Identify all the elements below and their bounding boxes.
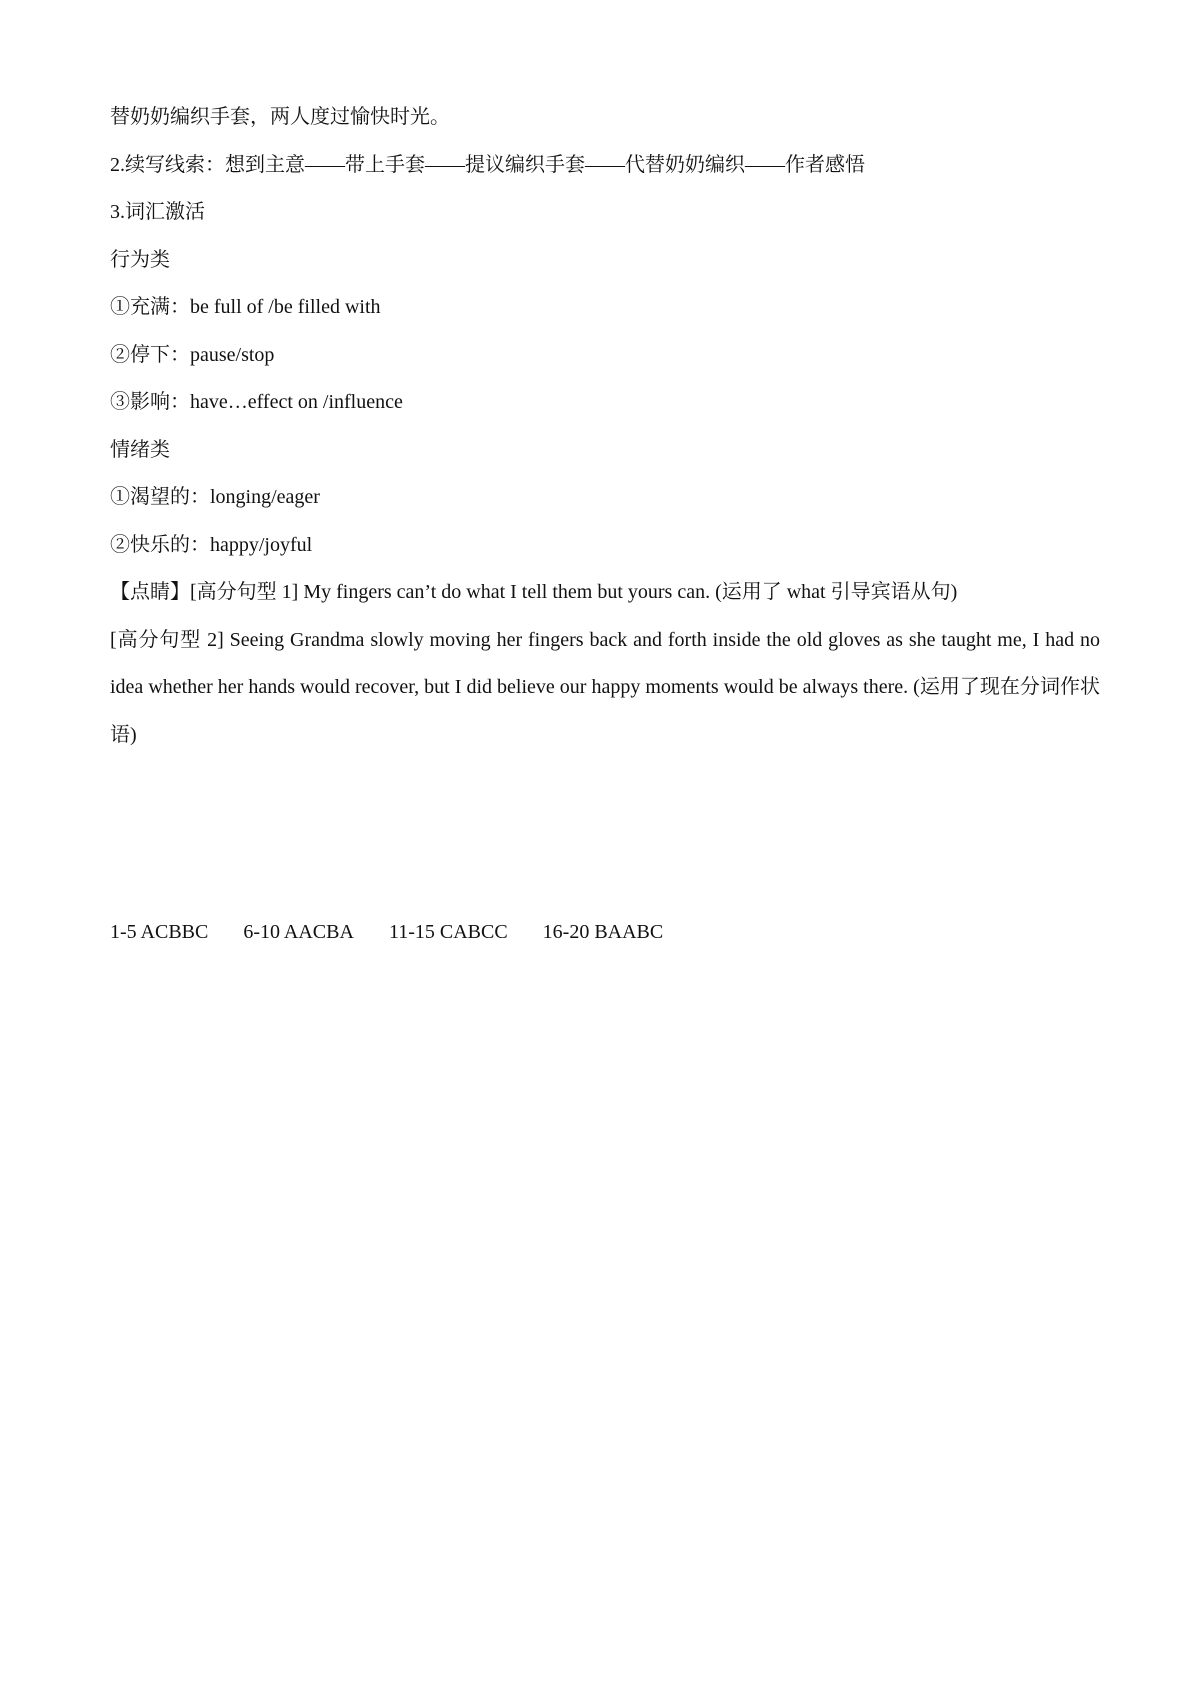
summary-tail: 替奶奶编织手套，两人度过愉快时光。 — [110, 106, 450, 128]
answer-group: 6-10 AACBA — [243, 921, 354, 943]
emotion-item: ②快乐的：happy/joyful — [110, 533, 313, 556]
highlight-sentence-1: 【点睛】[高分句型 1] My fingers can’t do what I tell them but yours can. (运用了 what 引导宾语从句) — [110, 581, 958, 603]
continuation-clues: 2.续写线索：想到主意——带上手套——提议编织手套——代替奶奶编织——作者感悟 — [110, 153, 865, 176]
highlight-sentence-2: [高分句型 2] Seeing Grandma slowly moving her fingers back and forth inside the old gloves as she taught me, I had no idea whether her hands would recover, but I did believe our happy moments would be always there. (运用了现在分词作状语) — [110, 628, 1100, 746]
behavior-heading: 行为类 — [110, 248, 170, 271]
answer-group: 11-15 CABCC — [388, 921, 508, 943]
behavior-item: ①充满：be full of /be filled with — [110, 296, 381, 318]
spacer — [110, 759, 1100, 909]
answer-key — [110, 909, 1100, 957]
behavior-item: ③影响：have…effect on /influence — [110, 391, 403, 413]
vocab-heading: 3.词汇激活 — [110, 201, 205, 223]
answer-group: 1-5 ACBBC — [110, 921, 209, 943]
answer-group: 16-20 BAABC — [542, 921, 664, 943]
behavior-item: ②停下：pause/stop — [110, 343, 275, 366]
emotion-item: ①渴望的：longing/eager — [110, 486, 320, 508]
emotion-heading: 情绪类 — [110, 438, 170, 461]
document-page — [110, 94, 1100, 957]
